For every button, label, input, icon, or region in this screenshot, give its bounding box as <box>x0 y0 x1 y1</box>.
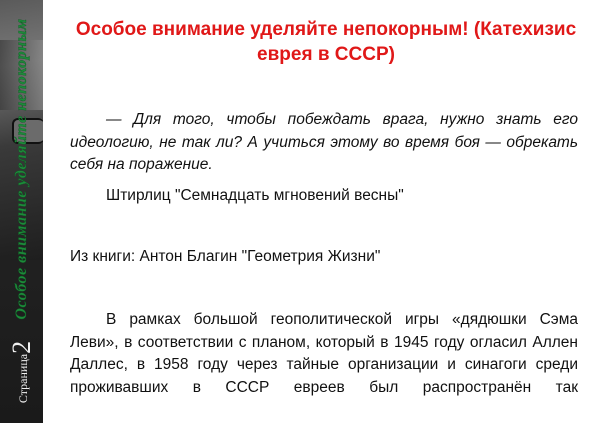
sidebar <box>0 0 43 423</box>
sidebar-vertical-title: Особое внимание уделяйте непокорным <box>13 18 30 320</box>
page-number: 2 <box>7 340 36 354</box>
epigraph-author: Штирлиц "Семнадцать мгновений весны" <box>106 187 404 204</box>
document-content <box>70 0 582 396</box>
epigraph-quote: — Для того, чтобы побеждать врага, нужно знать его идеологию, не так ли? А учиться этому во время боя — обрекать себя на поражение. <box>70 111 578 173</box>
source-line: Из книги: Антон Благин "Геометрия Жизни" <box>70 248 381 265</box>
page-number-label <box>7 341 37 403</box>
page-word: Страница <box>16 353 30 404</box>
body-paragraph: В рамках большой геополитической игры «дядюшки Сэма Леви», в соответствии с планом, который в 1945 году огласил Аллен Даллес, в 1958 году через тайные организации и синагоги среди проживавших в СССР евреев был распространён так <box>70 311 578 396</box>
document-title: Особое внимание уделяйте непокорным! (Катехизис еврея в СССР) <box>75 19 577 65</box>
